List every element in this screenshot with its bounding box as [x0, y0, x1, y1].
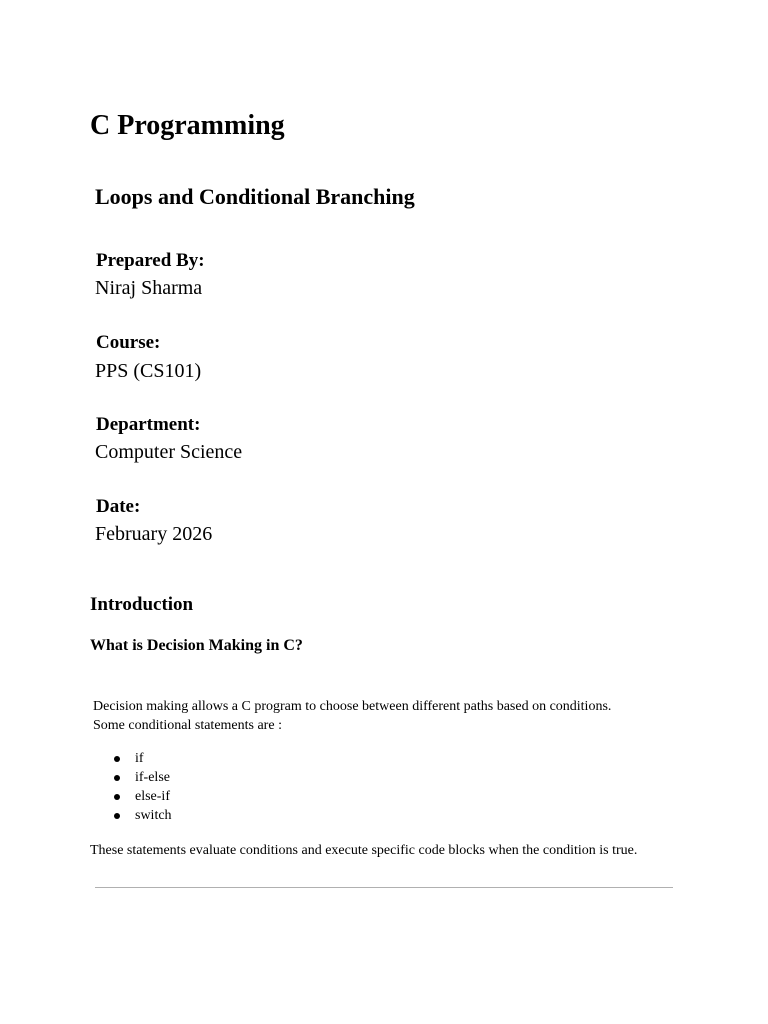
bullet-icon: [114, 813, 120, 819]
course-label: Course:: [96, 332, 161, 353]
list-item: [93, 787, 172, 806]
introduction-heading: Introduction: [90, 594, 194, 615]
date-label: Date:: [96, 496, 141, 517]
bullet-icon: [114, 775, 120, 781]
list-item-label: if: [135, 751, 144, 766]
list-item: [93, 749, 172, 768]
intro-paragraph-line-1: Decision making allows a C program to choose between different paths based on conditions.: [93, 699, 612, 714]
section-divider: [95, 887, 673, 888]
decision-making-subheading: What is Decision Making in C?: [90, 637, 303, 654]
prepared-by-label: Prepared By:: [96, 250, 205, 271]
page-title: C Programming: [90, 110, 285, 141]
list-item-label: if-else: [135, 770, 170, 785]
closing-paragraph: These statements evaluate conditions and execute specific code blocks when the condition is true.: [90, 843, 638, 858]
department-label: Department:: [96, 414, 201, 435]
list-item: [93, 806, 172, 825]
list-item: [93, 768, 172, 787]
bullet-icon: [114, 756, 120, 762]
department-value: Computer Science: [95, 441, 243, 463]
bullet-icon: [114, 794, 120, 800]
list-item-label: switch: [135, 808, 172, 823]
page-subtitle: Loops and Conditional Branching: [95, 184, 415, 209]
course-value: PPS (CS101): [95, 360, 202, 382]
date-value: February 2026: [95, 523, 213, 545]
intro-paragraph-line-2: Some conditional statements are :: [93, 718, 282, 733]
prepared-by-value: Niraj Sharma: [95, 277, 203, 299]
list-item-label: else-if: [135, 789, 170, 804]
conditional-statements-list: [93, 749, 172, 825]
